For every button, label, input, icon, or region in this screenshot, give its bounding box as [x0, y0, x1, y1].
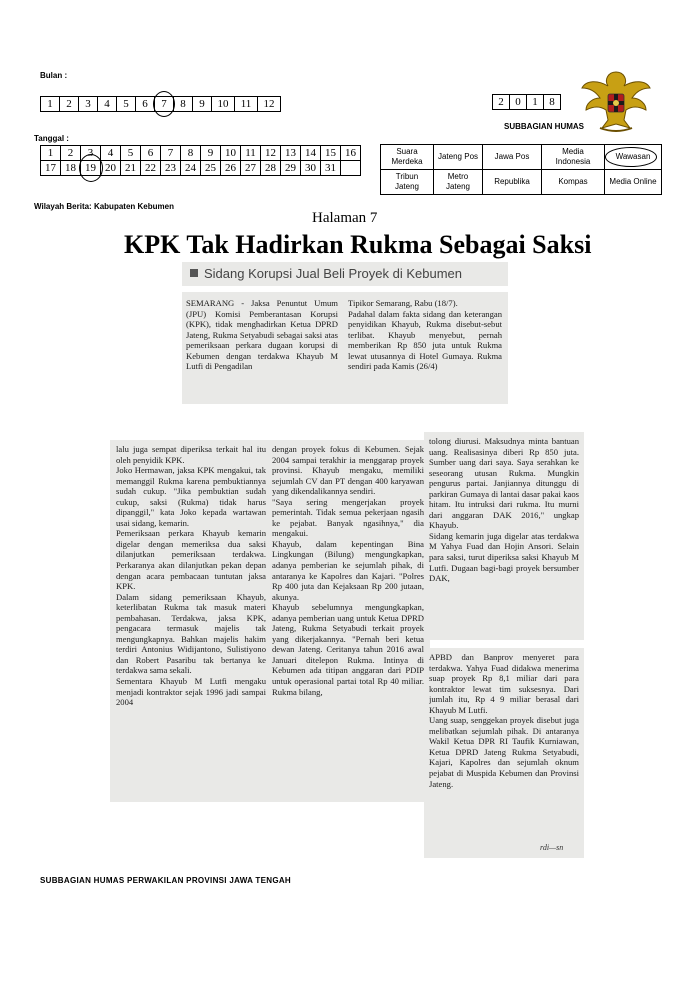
date-cell: [161, 161, 181, 176]
month-cell: [155, 97, 174, 112]
media-name: Wawasan: [615, 152, 651, 161]
date-cell-text: 8: [187, 147, 194, 159]
media-cell: [434, 170, 483, 195]
date-cell-text: 7: [167, 147, 174, 159]
date-cell: [221, 161, 241, 176]
date-cell: [61, 146, 81, 161]
date-cell-text: 28: [265, 162, 276, 174]
lead-column-2: Tipikor Semarang, Rabu (18/7). Padahal dalam fakta sidang dan keterangan penyidikan Khayub, Rukma disebut-sebut terlibat. Khayub menyebut, pernah memberikan Rp 850 juta untuk Rukma lewat utusannya di Hotel Gumaya. Rukma sendiri pada Kamis (26/4): [348, 298, 502, 372]
date-cell-text: 10: [225, 147, 236, 159]
date-cell-text: 22: [145, 162, 156, 174]
selection-circle-icon: [153, 91, 175, 117]
date-cell-text: 14: [305, 147, 316, 159]
bulan-label: Bulan :: [40, 71, 68, 80]
wilayah-label: Wilayah Berita: Kabupaten Kebumen: [34, 202, 174, 211]
month-cell: [60, 97, 79, 112]
date-cell: [301, 161, 321, 176]
date-cell: [321, 161, 341, 176]
media-name: Media Indonesia: [555, 147, 591, 166]
date-cell: [181, 161, 201, 176]
date-cell: [101, 146, 121, 161]
date-cell-text: 9: [207, 147, 214, 159]
date-cell: [341, 161, 361, 176]
date-cell: [121, 161, 141, 176]
media-cell: [605, 145, 662, 170]
date-cell-text: 6: [147, 147, 154, 159]
date-cell-text: 19: [85, 162, 96, 174]
date-cell: [81, 161, 101, 176]
date-cell-text: 13: [285, 147, 296, 159]
month-cell: [41, 97, 60, 112]
agency-label: SUBBAGIAN HUMAS: [504, 122, 584, 131]
date-cell: [61, 161, 81, 176]
month-cell: [117, 97, 136, 112]
media-cell: [483, 170, 542, 195]
month-cell-text: 9: [199, 98, 205, 110]
garuda-emblem-icon: [578, 66, 654, 136]
date-cell: [141, 146, 161, 161]
body-column-3b: APBD dan Banprov menyeret para terdakwa. Yahya Fuad didakwa menerima suap proyek Rp 8,1 miliar dari para kontraktor lewat tim suksesnya. Dari jumlah itu, Rp 4 9 miliar berasal dari Khayub M Lutfi. Uang suap, senggekan proyek disebut juga melibatkan sejumlah pihak. Di antaranya Wakil Ketua DPR RI Taufik Kurniawan, Ketua DPRD Jateng Rukma Setyabudi, Kajari, Kapolres dan sejumlah oknum pejabat di Muspida Kebumen dan Provinsi Jateng.: [429, 652, 579, 789]
lead-column-1: SEMARANG - Jaksa Penuntut Umum (JPU) Komisi Pemberantasan Korupsi (KPK), tidak menghadirkan Ketua DPRD Jateng, Rukma Setyabudi sebagai saksi atas pemeriksaan perkara dugaan korupsi di Kebumen dengan terdakwa Khayub M Lutfi di Pengadilan: [186, 298, 338, 372]
date-cell-text: 17: [45, 162, 56, 174]
month-cell: [235, 97, 258, 112]
date-cell-text: 26: [225, 162, 236, 174]
date-cell: [41, 161, 61, 176]
media-name: Jateng Pos: [437, 152, 479, 161]
month-cell-text: 5: [123, 98, 129, 110]
date-cell: [141, 161, 161, 176]
date-cell: [341, 146, 361, 161]
media-name: Jawa Pos: [494, 152, 530, 161]
media-cell: [381, 170, 434, 195]
date-cell-text: 18: [65, 162, 76, 174]
month-grid: [40, 96, 281, 112]
media-name: Metro Jateng: [445, 172, 471, 191]
month-cell-text: 11: [240, 98, 252, 110]
media-name: Suara Merdeka: [391, 147, 423, 166]
year-digit: [544, 95, 561, 110]
date-cell: [41, 146, 61, 161]
date-cell-text: 2: [67, 147, 74, 159]
date-cell-text: 1: [47, 147, 54, 159]
date-cell-text: 31: [325, 162, 336, 174]
month-cell: [136, 97, 155, 112]
month-cell: [98, 97, 117, 112]
date-cell-text: 15: [325, 147, 336, 159]
body-column-2: dengan proyek fokus di Kebumen. Sejak 2004 sampai terakhir ia menggarap proyek provinsi. Khayub mengaku, memiliki sejumlah CV dan PT dengan 400 karyawan yang dikendalikannya sendiri. "Saya sering mengerjakan proyek pemerintah. Tidak semua pekerjaan ngasih ke pejabat. Banyak ngasihnya," dia mengakui. Khayub, dalam kepentingan Bina Lingkungan (Bilung) mengungkapkan, adanya pemberian ke sejumlah pihak, di antaranya ke Kapolres dan Kajari. "Polres Rp 400 juta dan Kejaksaan Rp 200 jutaan, akunya. Khayub sebelumnya mengungkapkan, adanya pemberian uang untuk Ketua DPRD Jateng, Rukma Setyabudi terkait proyek yang dikerjakannya. "Pernah beri ketua dewan Jateng. Ceritanya tahun 2016 awal Januari ditelepon Rukma. Intinya di Kebumen ada titipan anggaran dari PDIP untuk operasional partai total Rp 40 miliar. Rukma bilang,: [272, 444, 424, 697]
date-cell-text: 20: [105, 162, 116, 174]
month-cell-text: 1: [47, 98, 53, 110]
media-name: Tribun Jateng: [394, 172, 420, 191]
square-bullet-icon: [190, 269, 198, 277]
month-cell: [212, 97, 235, 112]
date-cell-text: 29: [285, 162, 296, 174]
media-name: Media Online: [609, 177, 657, 186]
date-cell-text: 27: [245, 162, 256, 174]
media-cell: [605, 170, 662, 195]
date-cell-text: 3: [87, 147, 94, 159]
date-cell: [101, 161, 121, 176]
date-cell-text: 4: [107, 147, 114, 159]
month-cell: [193, 97, 212, 112]
date-cell: [201, 161, 221, 176]
month-cell-text: 6: [142, 98, 148, 110]
selection-circle-icon: [79, 154, 103, 182]
month-cell-text: 2: [66, 98, 72, 110]
date-cell-text: 11: [245, 147, 256, 159]
month-cell: [258, 97, 281, 112]
media-name: Republika: [494, 177, 530, 186]
media-cell: [483, 145, 542, 170]
footer-label: SUBBAGIAN HUMAS PERWAKILAN PROVINSI JAWA TENGAH: [40, 876, 292, 885]
date-cell: [241, 146, 261, 161]
date-cell: [121, 146, 141, 161]
media-cell: [542, 170, 605, 195]
date-cell: [321, 146, 341, 161]
body-column-3: tolong diurusi. Maksudnya minta bantuan uang. Realisasinya diberi Rp 850 juta. Sumber uang dari saya. Saya serahkan ke seseorang utusan Rukma. Mungkin pengurus partai. Janjiannya ditunggu di parkiran Gumaya di lantai dasar pakai kaos hitam. Itu intruksi dari rukma. Itu murni dari anggaran DAK 2016," ungkap Khayub. Sidang kemarin juga digelar atas terdakwa M Yahya Fuad dan Hojin Ansori. Selain para saksi, turut diperiksa saksi Khayub M Lutfi. Dugaan bagi-bagi proyek bersumber DAK,: [429, 436, 579, 584]
date-cell: [241, 161, 261, 176]
date-cell: [261, 161, 281, 176]
month-cell-text: 10: [217, 98, 229, 110]
date-cell-text: 5: [127, 147, 134, 159]
year-digit: [527, 95, 544, 110]
date-cell: [301, 146, 321, 161]
media-name: Kompas: [558, 177, 588, 186]
date-cell: [281, 146, 301, 161]
month-cell-text: 4: [104, 98, 110, 110]
tanggal-label: Tanggal :: [34, 134, 69, 143]
year-digit-text: 1: [532, 96, 538, 108]
date-cell-text: 23: [165, 162, 176, 174]
media-table: [380, 144, 662, 195]
date-cell: [161, 146, 181, 161]
date-cell: [261, 146, 281, 161]
month-cell-text: 12: [263, 98, 275, 110]
date-grid: [40, 145, 361, 176]
date-cell-text: 16: [345, 147, 356, 159]
media-cell: [434, 145, 483, 170]
date-cell: [221, 146, 241, 161]
date-cell-text: 24: [185, 162, 196, 174]
media-cell: [542, 145, 605, 170]
year-digit-text: 2: [498, 96, 504, 108]
date-cell: [181, 146, 201, 161]
selection-circle-icon: [605, 147, 657, 167]
kicker: [190, 266, 462, 281]
headline: KPK Tak Hadirkan Rukma Sebagai Saksi: [124, 230, 592, 259]
year-digit-text: 8: [549, 96, 555, 108]
month-cell-text: 7: [161, 98, 167, 110]
body-column-1: lalu juga sempat diperiksa terkait hal itu oleh penyidik KPK. Joko Hermawan, jaksa KPK mengakui, tak memanggil Rukma karena pembuktiannya sudah cukup. "Jika pembuktian sudah cukup, saksi (Rukma) tidak harus dipanggil," kata Joko kepada wartawan usai sidang, kemarin. Pemeriksaan perkara Khayub kemarin digelar dengan memeriksa dua saksi dilanjutkan pemeriksaan terdakwa. Perkaranya akan dilanjutkan pekan depan dengan acara pembacaan tuntutan jaksa KPK. Dalam sidang pemeriksaan Khayub, keterlibatan Rukma tak masuk materi pembahasan. Terdakwa, jaksa KPK, pengacara termasuk majelis tak mengungkapnya. Bahkan majelis hakim terdiri Antonius Widijantono, Sulistiyono dan Robert Pasaribu tak bertanya ke terdakwa sama sekali. Sementara Khayub M Lutfi mengaku menjadi kontraktor sejak 1996 jadi sampai 2004: [116, 444, 266, 708]
month-cell: [174, 97, 193, 112]
month-cell-text: 3: [85, 98, 91, 110]
date-cell-text: 21: [125, 162, 136, 174]
year-digit: [493, 95, 510, 110]
month-cell: [79, 97, 98, 112]
kicker-text: Sidang Korupsi Jual Beli Proyek di Kebumen: [204, 266, 462, 281]
byline: rdi—sn: [540, 843, 564, 852]
date-cell-text: 25: [205, 162, 216, 174]
date-cell: [281, 161, 301, 176]
month-cell-text: 8: [180, 98, 186, 110]
date-cell-text: 30: [305, 162, 316, 174]
page-number: Halaman 7: [312, 210, 378, 226]
media-cell: [381, 145, 434, 170]
year-box: [492, 94, 561, 110]
date-cell-text: 12: [265, 147, 276, 159]
year-digit-text: 0: [515, 96, 521, 108]
date-cell: [201, 146, 221, 161]
year-digit: [510, 95, 527, 110]
